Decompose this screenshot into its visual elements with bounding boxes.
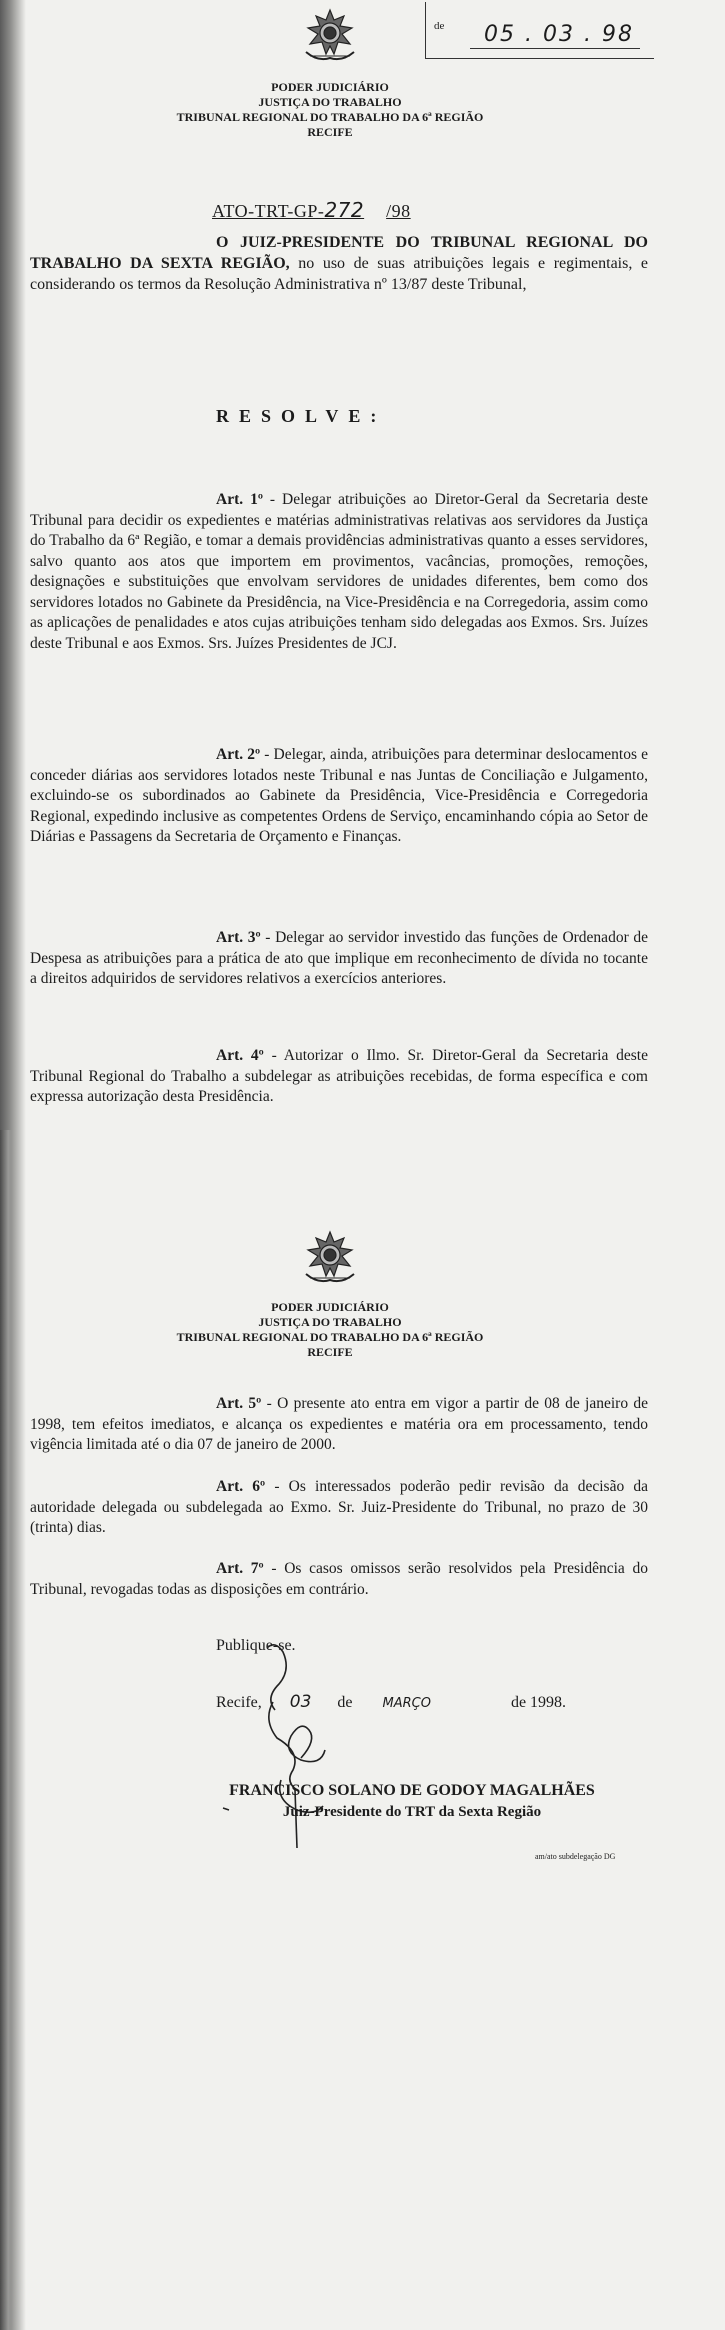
article-3-text: - Delegar ao servidor investido das funções de Ordenador de Despesa as atribuições para a prática de ato que implique em reconhecimento de dívida no tocante a direitos adquiridos de servidores relativos a exercícios anteriores. — [30, 929, 649, 987]
article-6-text: - Os interessados poderão pedir revisão da decisão da autoridade delegada ou subdelegada ao Exmo. Sr. Juiz-Presidente do Tribunal, no prazo de 30 (trinta) dias. — [30, 1478, 648, 1536]
article-4-text: - Autorizar o Ilmo. Sr. Diretor-Geral da Secretaria deste Tribunal Regional do Trabalho a subdelegar as atribuições recebidas, de forma específica e com expressa autorização desta Presidência. — [30, 1047, 648, 1105]
letterhead-top — [100, 80, 560, 140]
month-handwritten: MARÇO — [382, 1696, 431, 1711]
article-5 — [30, 1394, 648, 1456]
letterhead-line1: PODER JUDICIÁRIO — [271, 1300, 389, 1314]
letterhead-line2: JUSTIÇA DO TRABALHO — [258, 95, 402, 109]
letterhead-line3: TRIBUNAL REGIONAL DO TRABALHO DA 6ª REGIÃO — [176, 110, 484, 124]
article-2 — [30, 745, 648, 848]
article-6 — [30, 1477, 648, 1539]
de-word: de — [337, 1694, 353, 1711]
date-stamp — [425, 2, 654, 59]
article-4-label: Art. 4º — [216, 1047, 264, 1064]
act-title-prefix: ATO-TRT-GP- — [212, 201, 325, 221]
letterhead-line2: JUSTIÇA DO TRABALHO — [258, 1315, 402, 1329]
article-3-label: Art. 3º — [216, 929, 261, 946]
article-4 — [30, 1046, 648, 1108]
letterhead-line4: RECIFE — [307, 125, 353, 139]
letterhead-line3: TRIBUNAL REGIONAL DO TRABALHO DA 6ª REGIÃO — [176, 1330, 484, 1344]
year: de 1998. — [510, 1694, 567, 1711]
article-5-label: Art. 5º — [216, 1395, 262, 1412]
act-title-suffix: /98 — [386, 201, 411, 221]
opening-text: no uso de suas atribuições legais e regimentais, e considerando os termos da Resolução Administrativa nº 13/87 deste Tribunal, — [30, 255, 649, 293]
resolve-heading: RESOLVE: — [216, 406, 387, 426]
date-stamp-rule — [470, 48, 640, 49]
letterhead-line4: RECIFE — [307, 1345, 353, 1359]
date-stamp-handwritten: 05 . 03 . 98 — [484, 22, 634, 47]
article-2-text: - Delegar, ainda, atribuições para determinar deslocamentos e conceder diárias aos servidores lotados neste Tribunal e nas Juntas de Conciliação e Julgamento, excluindo-se os subordinados ao Gabinete da Presidência, Vice-Presidência e Corregedoria Regional, expedindo inclusive as competentes Ordens de Serviço, encaminhando cópia ao Setor de Diárias e Passagens da Secretaria de Orçamento e Finanças. — [30, 746, 649, 845]
publish-line: Publique-se. — [216, 1637, 296, 1654]
date-stamp-prefix: de — [434, 20, 445, 32]
file-reference: am/ato subdelegação DG — [535, 1852, 616, 1861]
article-7-label: Art. 7º — [216, 1560, 264, 1577]
coat-of-arms-icon — [298, 1228, 362, 1288]
coat-of-arms-icon — [298, 6, 362, 66]
article-1-text: - Delegar atribuições ao Diretor-Geral da Secretaria deste Tribunal para decidir os expedientes e matérias administrativas relativas aos servidores da Justiça do Trabalho da 6ª Região, e tomar a demais providências administrativas quanto a esses servidores, salvo quanto aos atos que importem em provimentos, vacâncias, promoções, remoções, designações e substituições que envolvam servidores de unidades diferentes, bem como dos servidores lotados no Gabinete da Presidência, na Vice-Presidência e na Corregedoria, assim como as aplicações de penalidades e atos cujas atribuições tenham sido delegadas aos Exmos. Srs. Juízes deste Tribunal e aos Exmos. Srs. Juízes Presidentes de JCJ. — [30, 491, 648, 652]
place: Recife, — [216, 1694, 262, 1711]
article-1-label: Art. 1º — [216, 491, 263, 508]
signatory-name: FRANCISCO SOLANO DE GODOY MAGALHÃES — [229, 1782, 595, 1799]
day-handwritten: 03 — [289, 1692, 312, 1712]
article-1 — [30, 490, 648, 654]
letterhead-line1: PODER JUDICIÁRIO — [271, 80, 389, 94]
signatory-role: Juiz-Presidente do TRT da Sexta Região — [282, 1804, 542, 1820]
article-2-label: Art. 2º — [216, 746, 261, 763]
handwritten-signature — [205, 1640, 365, 1860]
opening-paragraph — [30, 232, 648, 295]
article-7 — [30, 1559, 648, 1600]
letterhead-bottom — [100, 1300, 560, 1360]
act-title — [212, 198, 411, 222]
article-6-label: Art. 6º — [216, 1478, 266, 1495]
article-3 — [30, 928, 648, 990]
article-7-text: - Os casos omissos serão resolvidos pela Presidência do Tribunal, revogadas todas as disposições em contrário. — [30, 1560, 649, 1598]
opening-bold: O JUIZ-PRESIDENTE DO TRIBUNAL REGIONAL DO TRABALHO DA SEXTA REGIÃO, — [30, 234, 648, 272]
act-title-number: 272 — [324, 198, 365, 222]
article-5-text: - O presente ato entra em vigor a partir de 08 de janeiro de 1998, tem efeitos imediatos, e alcança os expedientes e matéria ora em processamento, tendo vigência limitada até o dia 07 de janeiro de 2000. — [30, 1395, 649, 1453]
